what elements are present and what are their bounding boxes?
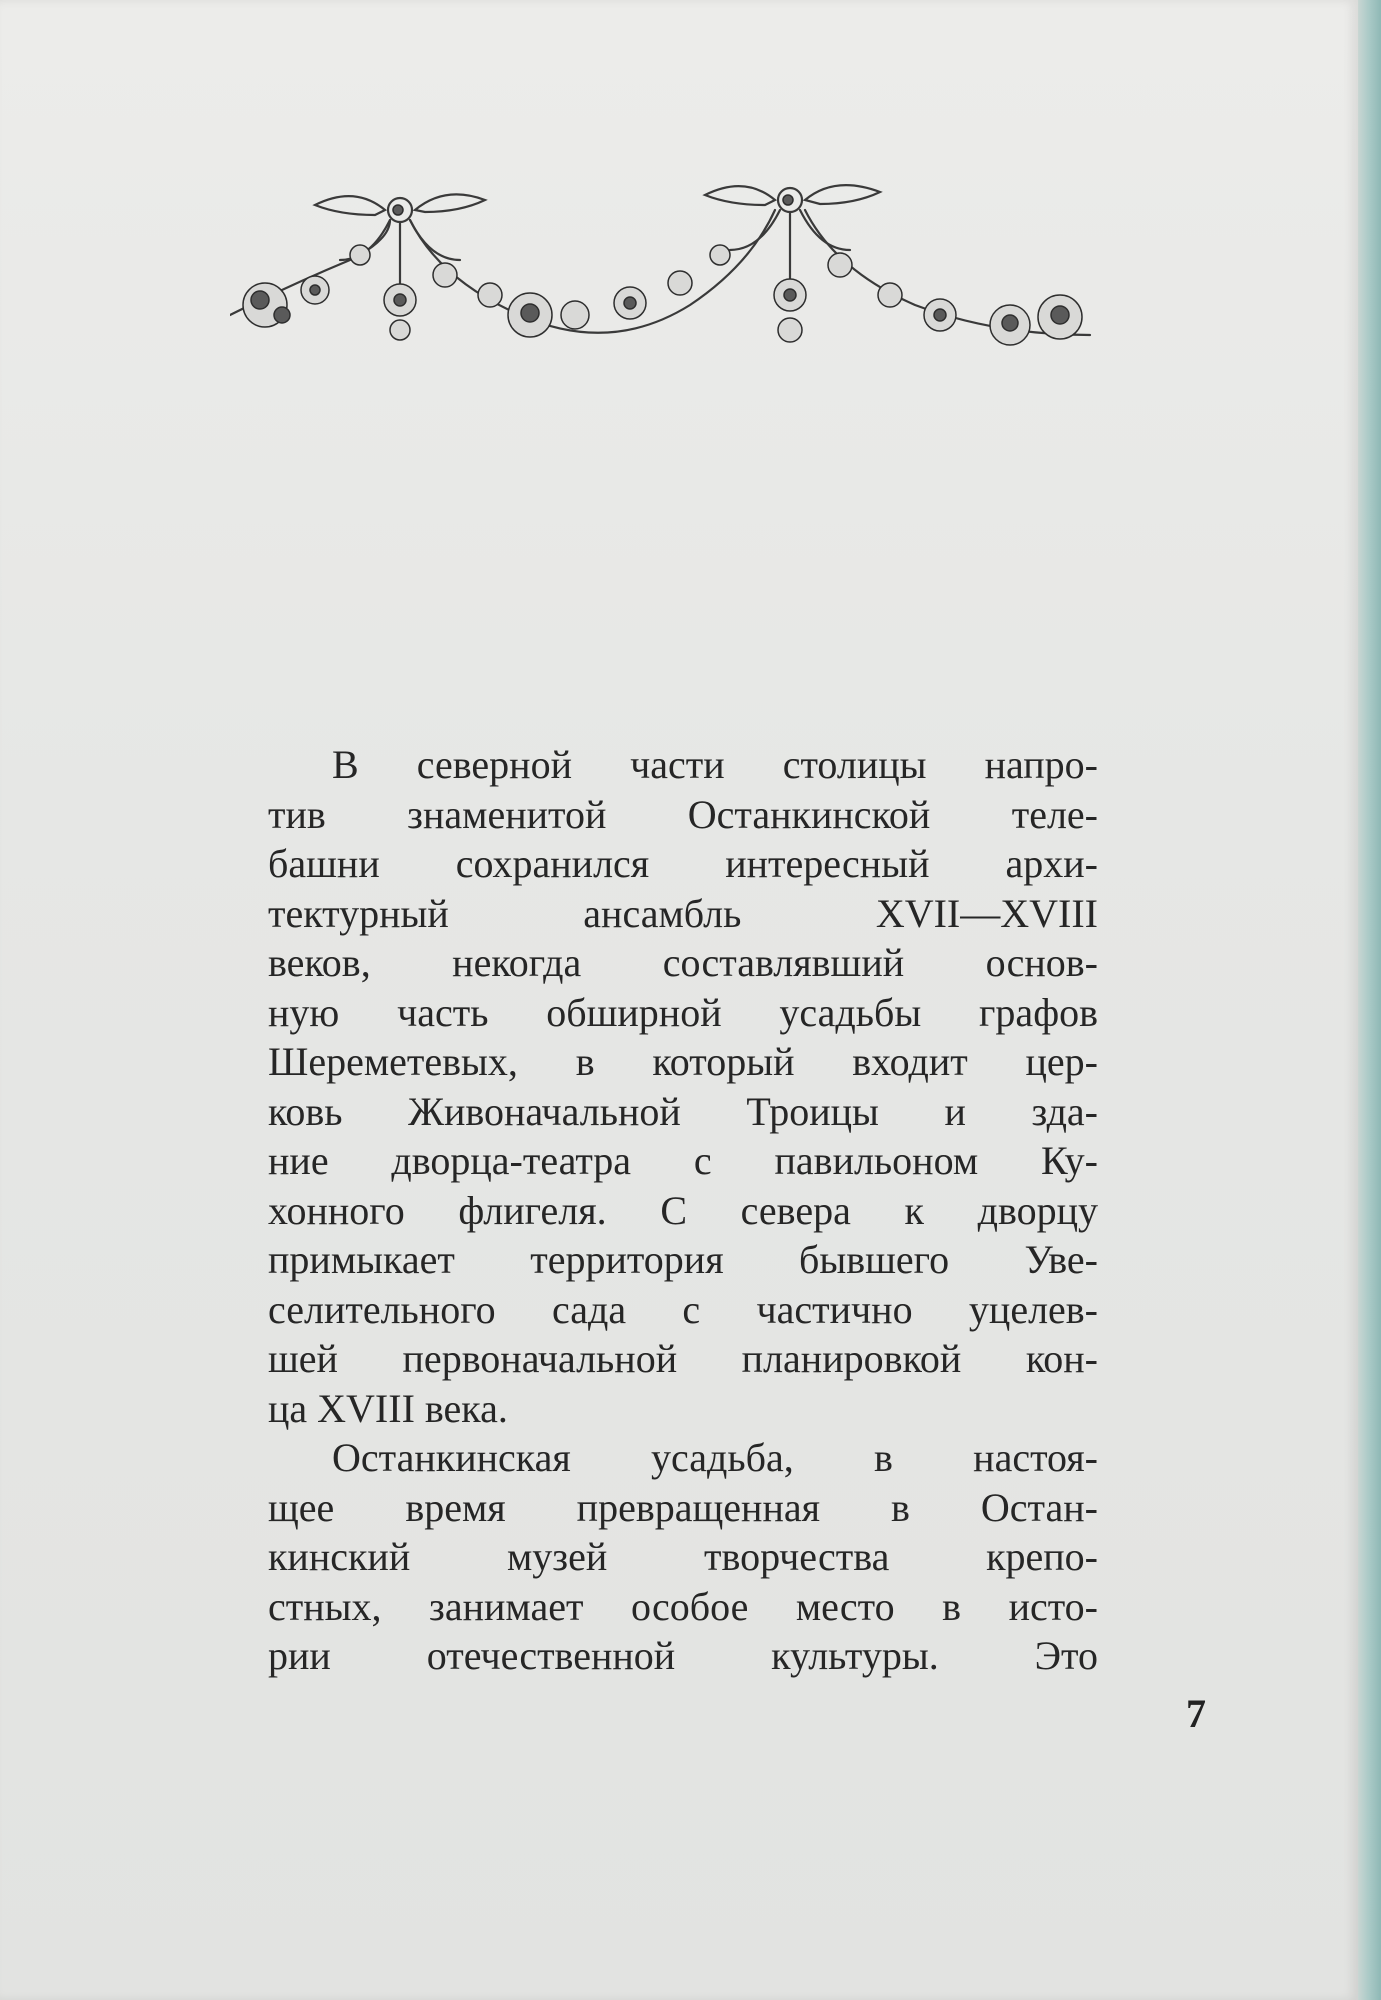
text-line: Шереметевых, в который входит цер-	[268, 1039, 1098, 1084]
text-line: башни сохранился интересный архи-	[268, 841, 1098, 886]
text-line: ние дворца-театра с павильоном Ку-	[268, 1138, 1098, 1183]
text-line: селительного сада с частично уцелев-	[268, 1286, 1098, 1332]
body-text	[268, 740, 1098, 1681]
text-line: примыкает территория бывшего Уве-	[268, 1237, 1098, 1282]
text-line: ца XVIII века.	[268, 1385, 508, 1431]
floral-garland-ornament	[230, 155, 1110, 395]
page-number: 7	[1186, 1691, 1206, 1736]
text-line: Останкинская усадьба, в настоя-	[332, 1435, 1098, 1480]
text-line: веков, некогда составлявший основ-	[268, 940, 1098, 985]
text-line: кинский музей творчества крепо-	[268, 1534, 1098, 1579]
background-edge	[1358, 0, 1381, 2000]
text-line: щее время превращенная в Остан-	[268, 1484, 1098, 1530]
text-line: стных, занимает особое место в исто-	[268, 1583, 1098, 1629]
text-line: шей первоначальной планировкой кон-	[268, 1336, 1098, 1381]
text-line: хонного флигеля. С севера к дворцу	[268, 1187, 1098, 1233]
text-line: В северной части столицы напро-	[332, 742, 1098, 787]
text-line: рии отечественной культуры. Это	[268, 1633, 1098, 1678]
text-line: ковь Живоначальной Троицы и зда-	[268, 1088, 1098, 1134]
text-line: ную часть обширной усадьбы графов	[268, 989, 1098, 1035]
text-line: тектурный ансамбль XVII—XVIII	[268, 890, 1098, 936]
text-line: тив знаменитой Останкинской теле-	[268, 791, 1098, 837]
